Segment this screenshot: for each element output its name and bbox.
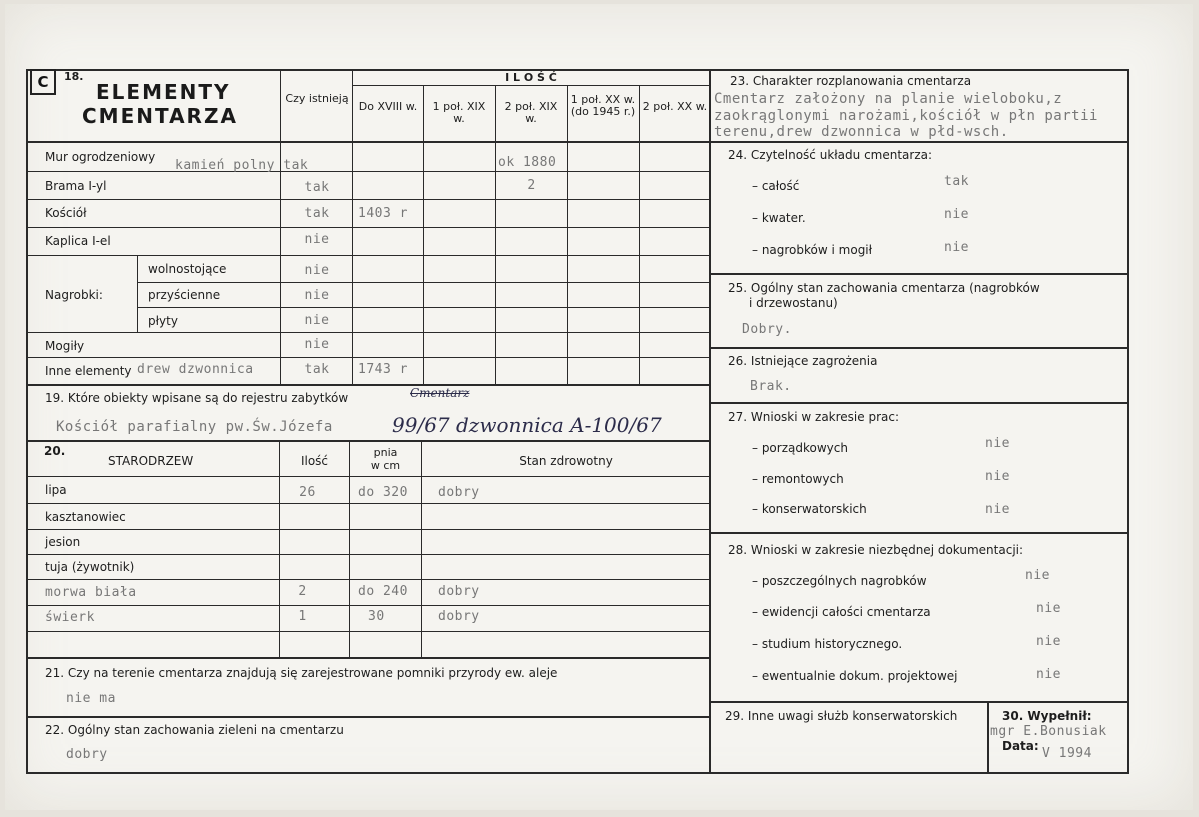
row-inne-do18: 1743 r — [358, 362, 408, 377]
row-value-przyscienne: nie — [304, 288, 330, 303]
col-header-ilosc: I L O Ś Ć — [505, 71, 557, 84]
tree-row-name: morwa biała — [45, 585, 137, 600]
s27-rem-value: nie — [985, 469, 1010, 484]
row-value-mogily: nie — [304, 337, 330, 352]
col-header-stan-zdrowotny: Stan zdrowotny — [519, 454, 613, 468]
section-23-line3: terenu,drew dzwonnica w płd-wsch. — [714, 124, 1009, 140]
tree-row-qty: 26 — [299, 485, 316, 500]
section-20-number: 20. — [44, 444, 66, 458]
row-value-wolnostojace: nie — [304, 263, 330, 278]
section-21-label: 21. Czy na terenie cmentarza znajdują się zarejestrowane pomniki przyrody ew. aleje — [45, 666, 558, 680]
s27-porz-value: nie — [985, 436, 1010, 451]
section-21-value: nie ma — [66, 691, 116, 706]
s24-kwater-label: – kwater. — [752, 211, 806, 225]
col-header-1pol-xx: 1 poł. XX w. (do 1945 r.) — [570, 93, 636, 118]
row-kosciol-do18: 1403 r — [358, 206, 408, 221]
row-label-nagrobki: Nagrobki: — [45, 288, 103, 302]
s27-kons-value: nie — [985, 502, 1010, 517]
section-23-line2: zaokrąglonymi narożami,kościół w płn partii — [714, 108, 1098, 124]
col-header-czy-istnieja: Czy istnieją — [285, 92, 349, 105]
section-29-label: 29. Inne uwagi służb konserwatorskich — [725, 709, 958, 723]
section-25-value: Dobry. — [742, 322, 792, 337]
col-header-tree-ilosc: Ilość — [300, 454, 329, 468]
tree-row-name: kasztanowiec — [45, 510, 126, 524]
section-18-title-line2: CMENTARZA — [82, 104, 238, 128]
col-header-2pol-xx: 2 poł. XX w. — [642, 100, 708, 113]
section-27-label: 27. Wnioski w zakresie prac: — [728, 410, 900, 424]
row-label-wolnostojace: wolnostojące — [148, 262, 227, 276]
tree-row-name: świerk — [45, 610, 95, 625]
s24-calosc-label: – całość — [752, 179, 800, 193]
section-20-title: STARODRZEW — [108, 454, 194, 468]
row-mur-2pol19: ok 1880 — [498, 155, 557, 170]
section-19-typed-value: Kościół parafialny pw.Św.Józefa — [56, 419, 333, 435]
s24-nagrobkow-label: – nagrobków i mogił — [752, 243, 873, 257]
s28-d-label: – ewentualnie dokum. projektowej — [752, 669, 958, 683]
section-18-title-line1: ELEMENTY — [96, 80, 231, 104]
section-30-date-value: V 1994 — [1042, 746, 1092, 761]
tree-row-state: dobry — [438, 584, 480, 599]
section-18-number: 18. — [64, 70, 84, 83]
col-header-1pol-xix: 1 poł. XIX w. — [432, 100, 486, 125]
s27-rem-label: – remontowych — [752, 472, 844, 486]
s28-c-label: – studium historycznego. — [752, 637, 903, 651]
section-24-label: 24. Czytelność układu cmentarza: — [728, 148, 933, 162]
s24-kwater-value: nie — [944, 207, 969, 222]
s27-kons-label: – konserwatorskich — [752, 502, 867, 516]
section-23-line1: Cmentarz założony na planie wieloboku,z — [714, 91, 1063, 107]
row-label-plyty: płyty — [148, 314, 178, 328]
tree-row-state: dobry — [438, 485, 480, 500]
row-value-kaplica: nie — [304, 232, 330, 247]
s28-c-value: nie — [1036, 634, 1061, 649]
section-30-label: 30. Wypełnił: — [1002, 709, 1092, 723]
section-22-value: dobry — [66, 747, 108, 762]
row-label-mogily: Mogiły — [45, 339, 85, 353]
section-30-value: mgr E.Bonusiak — [990, 724, 1107, 739]
row-label-kaplica: Kaplica I-el — [45, 234, 111, 248]
section-26-label: 26. Istniejące zagrożenia — [728, 354, 878, 368]
tree-row-qty: 1 — [298, 609, 307, 624]
s28-a-value: nie — [1025, 568, 1050, 583]
section-22-label: 22. Ogólny stan zachowania zieleni na cmentarzu — [45, 723, 344, 737]
s28-b-label: – ewidencji całości cmentarza — [752, 605, 931, 619]
s24-calosc-value: tak — [944, 174, 969, 189]
row-value-plyty: nie — [304, 313, 330, 328]
section-28-label: 28. Wnioski w zakresie niezbędnej dokumentacji: — [728, 543, 1024, 557]
row-label-przyscienne: przyścienne — [148, 288, 221, 302]
row-brama-2pol19: 2 — [527, 178, 536, 193]
s28-d-value: nie — [1036, 667, 1061, 682]
row-value-inne: tak — [304, 362, 330, 377]
row-value-brama: tak — [304, 180, 330, 195]
section-25-label-2: i drzewostanu) — [749, 296, 838, 310]
row-label-brama: Brama I-yl — [45, 179, 107, 193]
section-25-label-1: 25. Ogólny stan zachowania cmentarza (nagrobków — [728, 281, 1040, 295]
section-19-label: 19. Które obiekty wpisane są do rejestru zabytków — [45, 391, 349, 405]
section-26-value: Brak. — [750, 379, 792, 394]
tree-row-trunk: do 320 — [358, 485, 408, 500]
section-30-date-label: Data: — [1002, 739, 1039, 753]
tree-row-qty: 2 — [298, 584, 307, 599]
tree-row-name: tuja (żywotnik) — [45, 560, 135, 574]
s24-nagrobkow-value: nie — [944, 240, 969, 255]
col-header-2pol-xix: 2 poł. XIX w. — [504, 100, 558, 125]
col-header-pnia-2: w cm — [370, 459, 401, 472]
col-header-pnia-1: pnia — [373, 446, 398, 459]
row-value-kosciol: tak — [304, 206, 330, 221]
col-header-do-xviii: Do XVIII w. — [358, 100, 418, 113]
section-23-label: 23. Charakter rozplanowania cmentarza — [730, 74, 972, 88]
section-19-struck-word: Cmentarz — [410, 386, 470, 400]
section-19-handwritten-value: 99/67 dzwonnica A-100/67 — [392, 413, 662, 437]
card-letter-box: C — [30, 69, 56, 95]
row-label-inne: Inne elementy — [45, 364, 132, 378]
row-desc-inne: drew dzwonnica — [137, 362, 254, 377]
s28-a-label: – poszczególnych nagrobków — [752, 574, 927, 588]
tree-row-trunk: 30 — [368, 609, 385, 624]
row-value-mur: kamień polny tak — [175, 158, 309, 173]
tree-row-name: jesion — [45, 535, 81, 549]
row-label-kosciol: Kościół — [45, 206, 87, 220]
tree-row-state: dobry — [438, 609, 480, 624]
s28-b-value: nie — [1036, 601, 1061, 616]
s27-porz-label: – porządkowych — [752, 441, 848, 455]
tree-row-name: lipa — [45, 483, 67, 497]
tree-row-trunk: do 240 — [358, 584, 408, 599]
row-label-mur: Mur ogrodzeniowy — [45, 150, 156, 164]
